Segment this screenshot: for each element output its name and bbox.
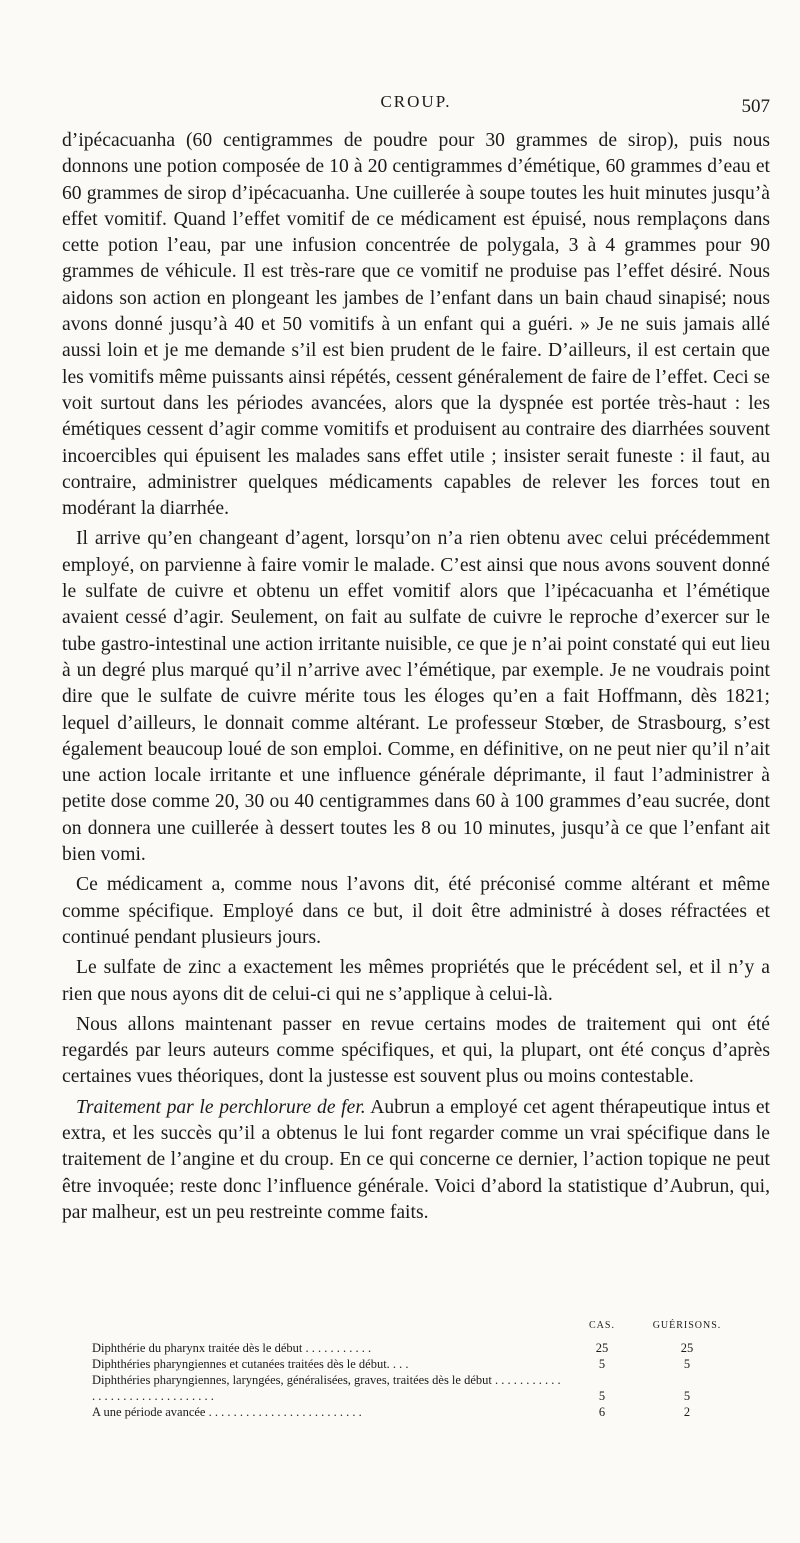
paragraph-text: Aubrun a employé cet agent thérapeutique intus et extra, et les succès qu’il a obtenus le lui font regarder comme un vrai spécifique dans le traitement de l’angine et du croup. En ce qui concerne ce dernier, l’action topique ne peut être invoquée; reste donc l’influence générale. Voici d’abord la statistique d’Aubrun, qui, par malheur, est un peu restreinte comme faits.	[62, 1096, 770, 1223]
cases-value: 5	[598, 1357, 606, 1371]
paragraph	[62, 1095, 770, 1226]
column-header	[92, 1318, 562, 1340]
recoveries-value: 2	[683, 1405, 691, 1419]
paragraph: Il arrive qu’en changeant d’agent, lorsqu’on n’a rien obtenu avec celui précédemment employé, on parvienne à faire vomir le malade. C’est ainsi que nous avons souvent donné le sulfate de cuivre et obtenu un effet vomitif alors que l’ipécacuanha et l’émétique avaient cessé d’agir. Seulement, on fait au sulfate de cuivre le reproche d’exercer sur le tube gastro-intestinal une action irritante nuisible, ce que je n’ai point constaté qui eut lieu à un degré plus marqué qu’il n’arrive avec l’émétique, par exemple. Je ne voudrais point dire que le sulfate de cuivre mérite tous les éloges qu’en a fait Hoffmann, dès 1821; lequel d’ailleurs, le donnait comme altérant. Le professeur Stœber, de Strasbourg, s’est également beaucoup loué de son emploi. Comme, en définitive, on ne peut nier qu’il n’ait une action locale irritante et une influence générale déprimante, il faut l’administrer à petite dose comme 20, 30 ou 40 centigrammes dans 60 à 100 grammes d’eau sucrée, dont on donnera une cuillerée à dessert toutes les 8 ou 10 minutes, jusqu’à ce que l’enfant ait bien vomi.	[62, 528, 770, 866]
section-heading: Traitement par le perchlorure de fer.	[76, 1096, 366, 1118]
cases-value: 25	[595, 1341, 609, 1355]
paragraph: Nous allons maintenant passer en revue certains modes de traitement qui ont été regardés par leurs auteurs comme spécifiques, et qui, la plupart, ont été conçus d’après certaines vues théoriques, dont la justesse est souvent plus ou moins contestable.	[62, 1013, 770, 1088]
recoveries-value: 25	[680, 1341, 694, 1355]
row-label: Diphthéries pharyngiennes et cutanées traitées dès le début. . . .	[92, 1357, 409, 1371]
page-header	[62, 92, 770, 128]
row-label: Diphthéries pharyngiennes, laryngées, généralisées, graves, traitées dès le début . . . . . . . . . . . . . . . . . . . . . . . . . . . . . . .	[92, 1373, 561, 1403]
recoveries-value: 5	[683, 1389, 691, 1403]
running-title: CROUP.	[380, 92, 452, 111]
statistics-table	[92, 1318, 732, 1420]
table-row	[92, 1340, 732, 1356]
page	[62, 92, 770, 1230]
row-label: Diphthérie du pharynx traitée dès le début . . . . . . . . . . .	[92, 1341, 372, 1355]
table-header-row	[92, 1318, 732, 1340]
cases-value: 5	[598, 1389, 606, 1403]
body-text	[62, 128, 770, 1226]
paragraph: d’ipécacuanha (60 centigrammes de poudre pour 30 grammes de sirop), puis nous donnons une potion composée de 10 à 20 centigrammes d’émétique, 60 grammes d’eau et 60 grammes de sirop d’ipécacuanha. Une cuillerée à soupe toutes les huit minutes jusqu’à effet vomitif. Quand l’effet vomitif de ce médicament est épuisé, nous remplaçons dans cette potion l’eau, par une infusion concentrée de polygala, 3 à 4 grammes pour 90 grammes de véhicule. Il est très-rare que ce vomitif ne produise pas l’effet désiré. Nous aidons son action en plongeant les jambes de l’enfant dans un bain chaud sinapisé; nous avons donné jusqu’à 40 et 50 vomitifs à un enfant qui a guéri. » Je ne suis jamais allé aussi loin et je me demande s’il est bien prudent de le faire. D’ailleurs, il est certain que les vomitifs même puissants ainsi répétés, cessent généralement de faire de l’effet. Ceci se voit surtout dans les périodes avancées, alors que la dyspnée est portée très-haut : les émétiques cessent d’agir comme vomitifs et produisent au contraire des diarrhées souvent incoercibles qui épuisent les malades sans effet utile ; insister serait funeste : il faut, au contraire, administrer quelques médicaments capables de relever les forces tout en modérant la diarrhée.	[62, 130, 770, 520]
column-header-recoveries: GUÉRISONS.	[652, 1320, 722, 1331]
table-row	[92, 1404, 732, 1420]
cases-value: 6	[598, 1405, 606, 1419]
paragraph: Le sulfate de zinc a exactement les mêmes propriétés que le précédent sel, et il n’y a rien que nous ayons dit de celui-ci qui ne s’applique à celui-là.	[62, 957, 770, 1005]
table-row	[92, 1356, 732, 1372]
column-header-cases: CAS.	[589, 1320, 615, 1331]
recoveries-value: 5	[683, 1357, 691, 1371]
row-label: A une période avancée . . . . . . . . . . . . . . . . . . . . . . . . .	[92, 1405, 362, 1419]
table-row	[92, 1372, 732, 1404]
page-number: 507	[741, 96, 770, 117]
paragraph: Ce médicament a, comme nous l’avons dit, été préconisé comme altérant et même comme spécifique. Employé dans ce but, il doit être administré à doses réfractées et continué pendant plusieurs jours.	[62, 874, 770, 948]
